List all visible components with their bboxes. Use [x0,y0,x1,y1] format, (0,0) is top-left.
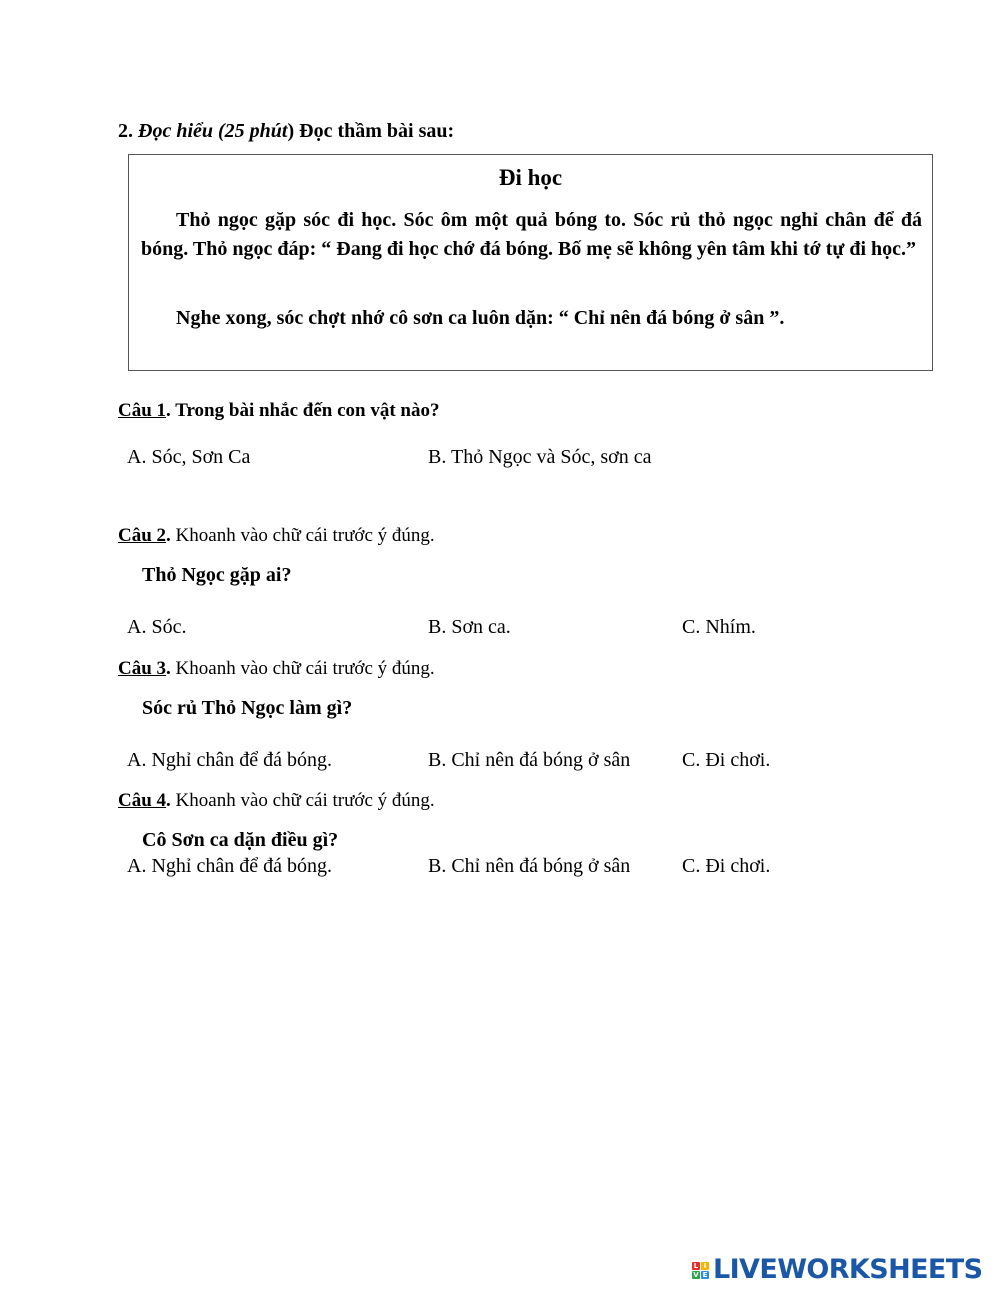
question-4-prompt: Khoanh vào chữ cái trước ý đúng. [170,790,435,811]
question-4: Câu 4. Khoanh vào chữ cái trước ý đúng. [118,790,435,811]
section-instruction: Đọc thầm bài sau: [294,120,455,142]
question-2-prompt: Khoanh vào chữ cái trước ý đúng. [170,525,435,546]
question-4-option-c[interactable]: C. Đi chơi. [682,855,771,877]
story-box [128,154,933,371]
story-title: Đi học [498,165,563,190]
question-1-option-b[interactable]: B. Thỏ Ngọc và Sóc, sơn ca [428,446,652,468]
question-4-subquestion: Cô Sơn ca dặn điều gì? [142,829,339,851]
section-number: 2. [118,120,133,142]
question-2-subquestion: Thỏ Ngọc gặp ai? [142,564,292,586]
story-paragraph-2: Nghe xong, sóc chợt nhớ cô sơn ca luôn dặn: “ Chỉ nên đá bóng ở sân ”. [176,307,785,329]
liveworksheets-logo [692,1254,982,1284]
logo-text: LIVEWORKSHEETS [713,1253,983,1285]
question-2: Câu 2. Khoanh vào chữ cái trước ý đúng. [118,525,435,546]
question-4-option-a[interactable]: A. Nghỉ chân để đá bóng. [127,855,332,877]
story-paragraph-1: Thỏ ngọc gặp sóc đi học. Sóc ôm một quả bóng to. Sóc rủ thỏ ngọc nghỉ chân để đá bóng. Thỏ ngọc đáp: “ Đang đi học chớ đá bóng. Bố mẹ sẽ không yên tâm khi tớ tự đi học.” [141,209,922,260]
logo-mark-icon: L I V E [693,1261,708,1279]
question-3-option-b[interactable]: B. Chỉ nên đá bóng ở sân [428,749,631,771]
question-3-option-c[interactable]: C. Đi chơi. [682,749,771,771]
question-3: Câu 3. Khoanh vào chữ cái trước ý đúng. [118,658,435,679]
question-1-label: Câu 1 [118,400,167,421]
question-3-label: Câu 3 [118,658,167,679]
question-1 [118,400,440,422]
section-heading [118,120,454,143]
question-4-label: Câu 4 [118,790,167,811]
section-close-paren: ) [287,120,295,142]
section-time: Đọc hiểu (25 phút [138,120,288,142]
question-2-option-a[interactable]: A. Sóc. [127,616,187,638]
question-2-option-b[interactable]: B. Sơn ca. [428,616,511,638]
question-1-option-a[interactable]: A. Sóc, Sơn Ca [127,446,251,468]
question-4-option-b[interactable]: B. Chỉ nên đá bóng ở sân [428,855,631,877]
question-2-option-c[interactable]: C. Nhím. [682,616,756,638]
question-1-prompt: . Trong bài nhắc đến con vật nào? [166,400,440,421]
question-3-prompt: Khoanh vào chữ cái trước ý đúng. [170,658,435,679]
question-3-option-a[interactable]: A. Nghỉ chân để đá bóng. [127,749,332,771]
question-2-label: Câu 2 [118,525,167,546]
question-3-subquestion: Sóc rủ Thỏ Ngọc làm gì? [142,697,353,719]
